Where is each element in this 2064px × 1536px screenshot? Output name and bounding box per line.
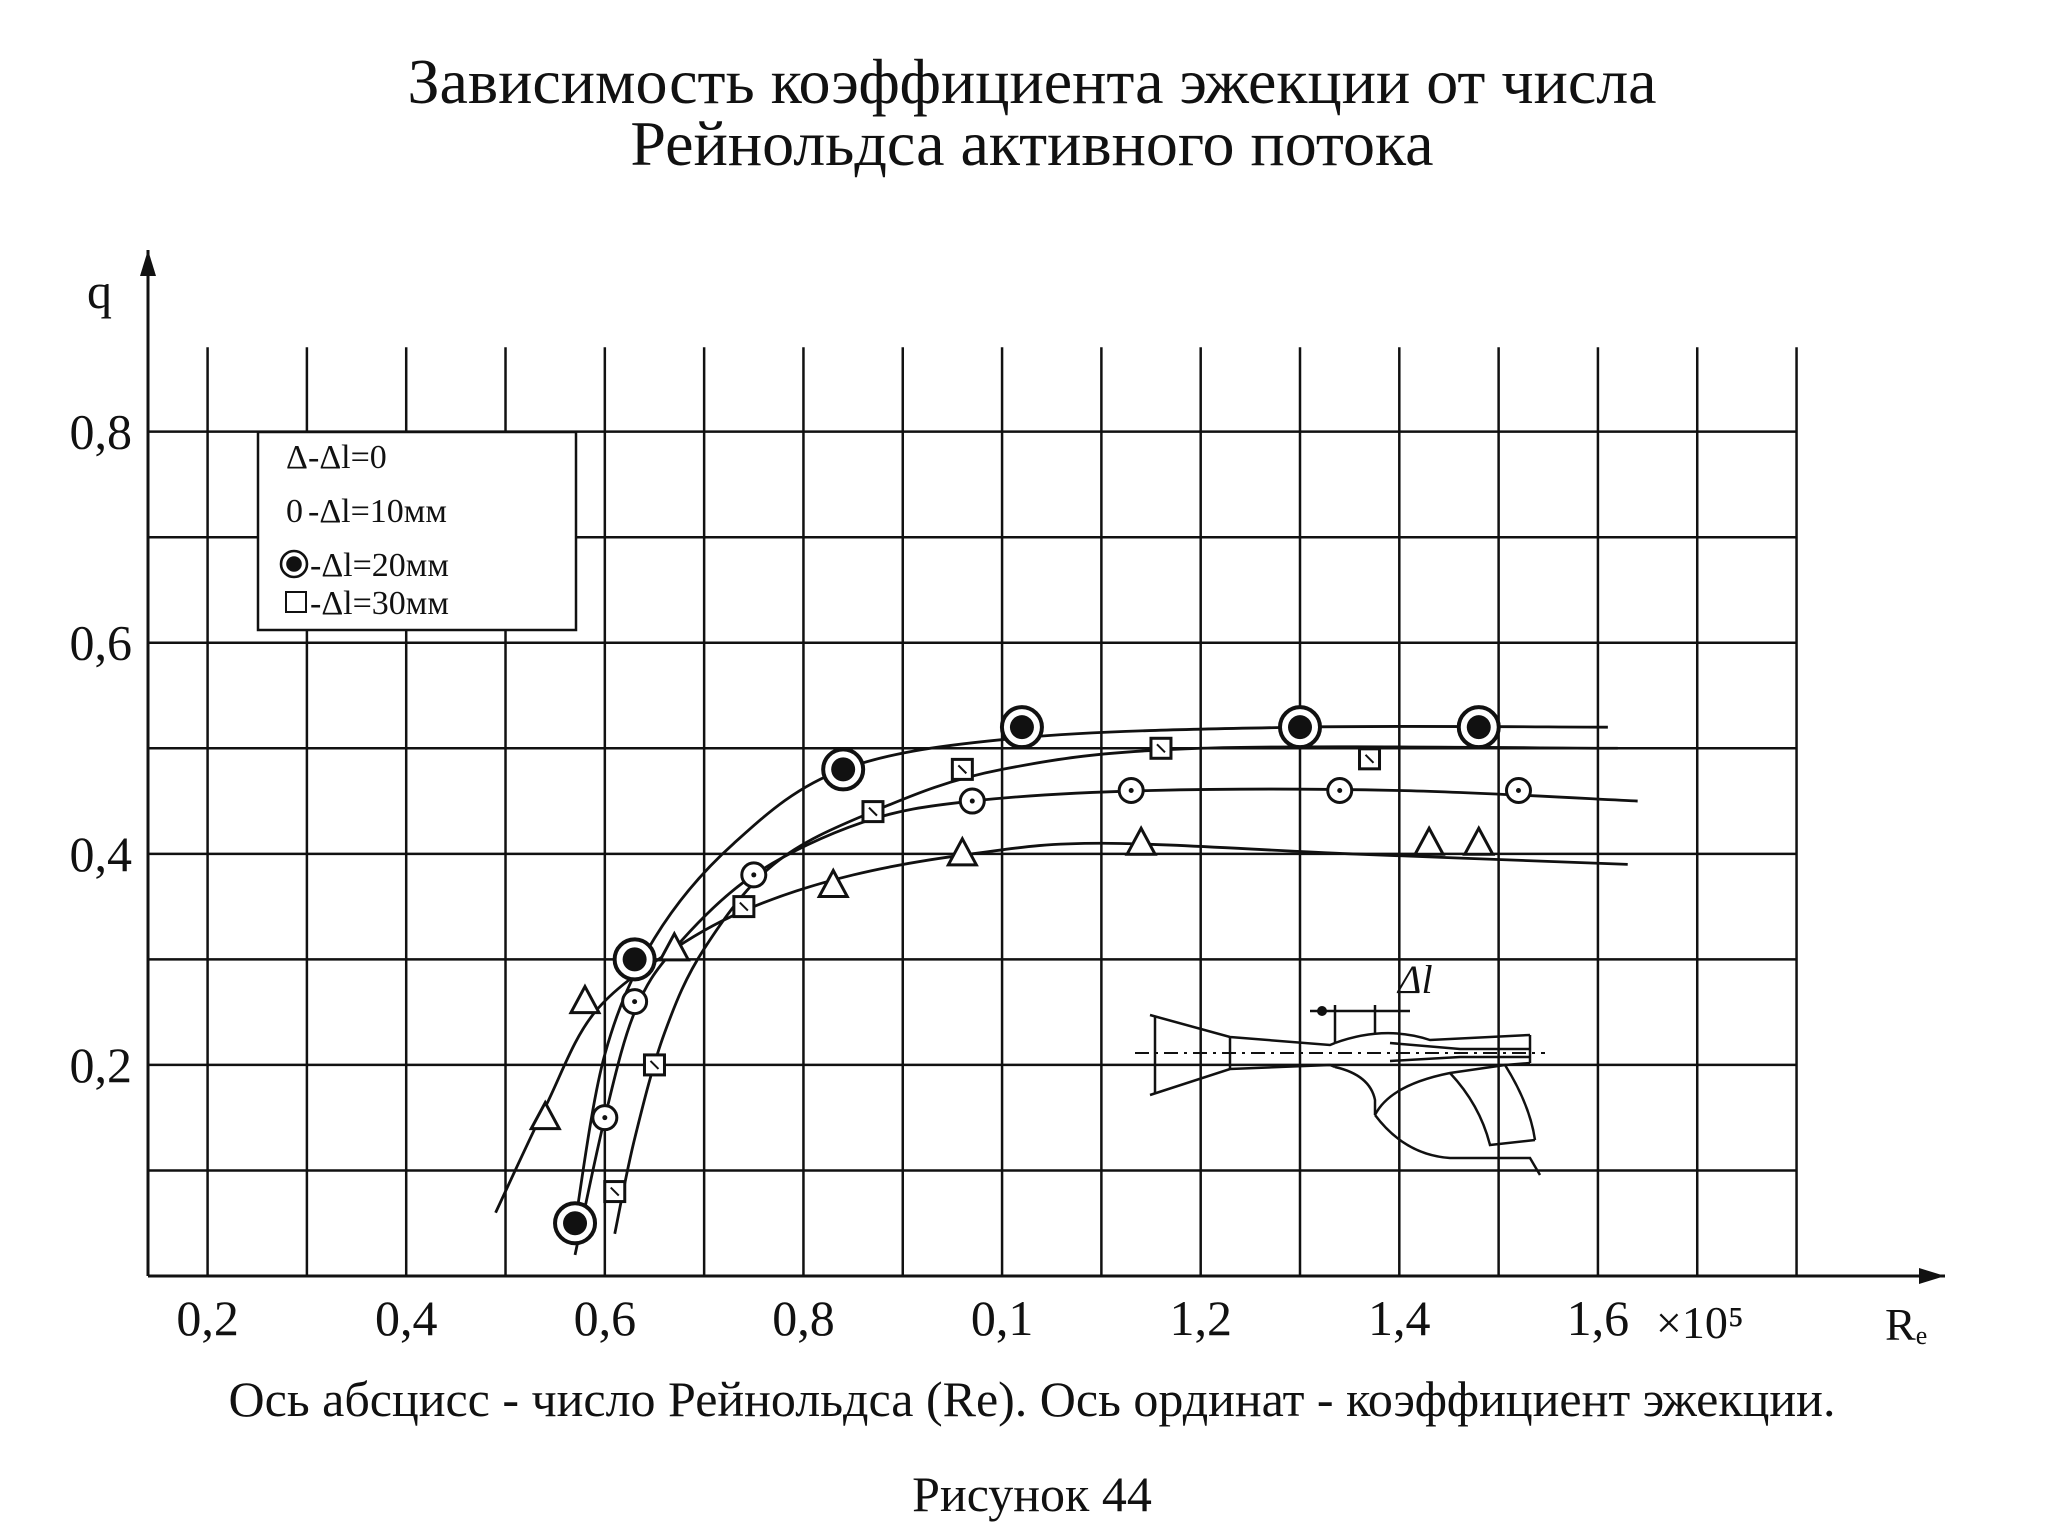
y-tick-label: 0,6: [69, 614, 132, 671]
data-point-square: [644, 1055, 664, 1075]
legend: [258, 432, 576, 630]
data-point-triangle: [1465, 828, 1493, 854]
circle-marker-dot: [602, 1115, 607, 1120]
nozzle-diffuser-bottom: [1150, 1065, 1335, 1095]
y-axis-label: q: [87, 263, 112, 319]
circle-marker-dot: [1337, 788, 1342, 793]
side-pipe-inner: [1505, 1065, 1535, 1140]
data-point-circle: [623, 990, 647, 1014]
active-nozzle-top: [1390, 1043, 1530, 1049]
legend-symbol: Δ: [286, 439, 308, 476]
active-nozzle-bottom: [1390, 1057, 1530, 1061]
data-point-circle: [1119, 779, 1143, 803]
data-point-square: [734, 897, 754, 917]
marker-layer: [531, 707, 1530, 1243]
triangle-marker-icon: [1127, 828, 1155, 854]
y-tick-label: 0,8: [69, 403, 132, 460]
legend-symbol: 0: [286, 493, 303, 530]
x-axis-arrow-icon: [1919, 1268, 1945, 1284]
legend-entry-label: -Δl=30мм: [310, 585, 449, 622]
bullseye-marker-core: [286, 556, 302, 572]
y-tick-label: 0,4: [69, 825, 132, 882]
bullseye-marker-core: [563, 1211, 587, 1235]
triangle-marker-icon: [571, 987, 599, 1013]
data-point-square: [605, 1182, 625, 1202]
bullseye-marker-core: [831, 757, 855, 781]
data-point-triangle: [1127, 828, 1155, 854]
bullseye-marker-core: [1467, 715, 1491, 739]
data-point-bullseye: [615, 939, 655, 979]
x-tick-label: 0,1: [970, 1290, 1034, 1346]
data-point-circle: [1328, 779, 1352, 803]
x-axis-label: Rе: [1885, 1299, 1928, 1350]
data-point-circle: [593, 1106, 617, 1130]
x-tick-label: 0,6: [573, 1290, 637, 1346]
data-point-triangle: [571, 987, 599, 1013]
suction-chamber-inner: [1335, 1067, 1375, 1115]
triangle-marker-icon: [531, 1103, 559, 1129]
circle-marker-dot: [632, 999, 637, 1004]
data-point-square: [1151, 738, 1171, 758]
chart-title-line-2: Рейнольдса активного потока: [630, 108, 1434, 179]
axis-layer: [70, 250, 1946, 1350]
y-axis-arrow-icon: [140, 250, 156, 276]
data-point-circle: [960, 789, 984, 813]
legend-entry-triangle: [286, 439, 387, 476]
side-pipe-outer: [1450, 1073, 1535, 1145]
triangle-marker-icon: [1465, 828, 1493, 854]
data-point-triangle: [1415, 828, 1443, 854]
legend-entry-label: -Δl=20мм: [310, 547, 449, 584]
x-tick-label: 0,4: [374, 1290, 438, 1346]
figure-caption: Ось абсцисс - число Рейнольдса (Rе). Ось ординат - коэффициент эжекции.: [228, 1371, 1836, 1427]
data-point-bullseye: [555, 1203, 595, 1243]
dimension-arrow-icon: [1317, 1006, 1327, 1016]
circle-marker-dot: [751, 872, 756, 877]
circle-marker-dot: [1129, 788, 1134, 793]
x-tick-label: 1,2: [1169, 1290, 1232, 1346]
data-point-bullseye: [1280, 707, 1320, 747]
data-point-triangle: [948, 839, 976, 865]
x-axis-multiplier: ×10⁵: [1655, 1297, 1744, 1348]
bullseye-marker-core: [623, 947, 647, 971]
circle-marker-dot: [1516, 788, 1521, 793]
legend-bullseye-icon: [281, 551, 307, 577]
data-point-bullseye: [1002, 707, 1042, 747]
legend-entry-circle: [286, 493, 447, 530]
data-point-bullseye: [1459, 707, 1499, 747]
nozzle-diffuser-top: [1150, 1015, 1335, 1045]
bullseye-marker-core: [1010, 715, 1034, 739]
data-point-square: [863, 802, 883, 822]
x-tick-label: 0,2: [176, 1290, 239, 1346]
x-tick-label: 1,4: [1368, 1290, 1431, 1346]
legend-entry-label: -Δl=0: [308, 439, 387, 476]
data-point-triangle: [531, 1103, 559, 1129]
circle-marker-dot: [970, 799, 975, 804]
series-curve-square: [615, 747, 1618, 1234]
x-tick-label: 0,8: [772, 1290, 835, 1346]
x-tick-label: 1,6: [1566, 1290, 1630, 1346]
triangle-marker-icon: [1415, 828, 1443, 854]
data-point-circle: [1506, 779, 1530, 803]
legend-entry-square: [286, 585, 449, 622]
figure-number-label: Рисунок 44: [912, 1466, 1152, 1522]
legend-entry-label: -Δl=10мм: [308, 493, 447, 530]
triangle-marker-icon: [948, 839, 976, 865]
y-tick-label: 0,2: [69, 1036, 132, 1093]
data-point-square: [1360, 749, 1380, 769]
bullseye-marker-core: [1288, 715, 1312, 739]
dimension-label: Δl: [1398, 957, 1433, 1002]
curve-layer: [496, 726, 1638, 1254]
chart-title-line-1: Зависимость коэффициента эжекции от числа: [407, 46, 1657, 117]
series-curve-bullseye: [575, 726, 1608, 1223]
data-point-square: [952, 759, 972, 779]
data-point-bullseye: [823, 749, 863, 789]
suction-chamber-top: [1335, 1033, 1530, 1043]
data-point-circle: [742, 863, 766, 887]
legend-square-icon: [286, 592, 306, 612]
